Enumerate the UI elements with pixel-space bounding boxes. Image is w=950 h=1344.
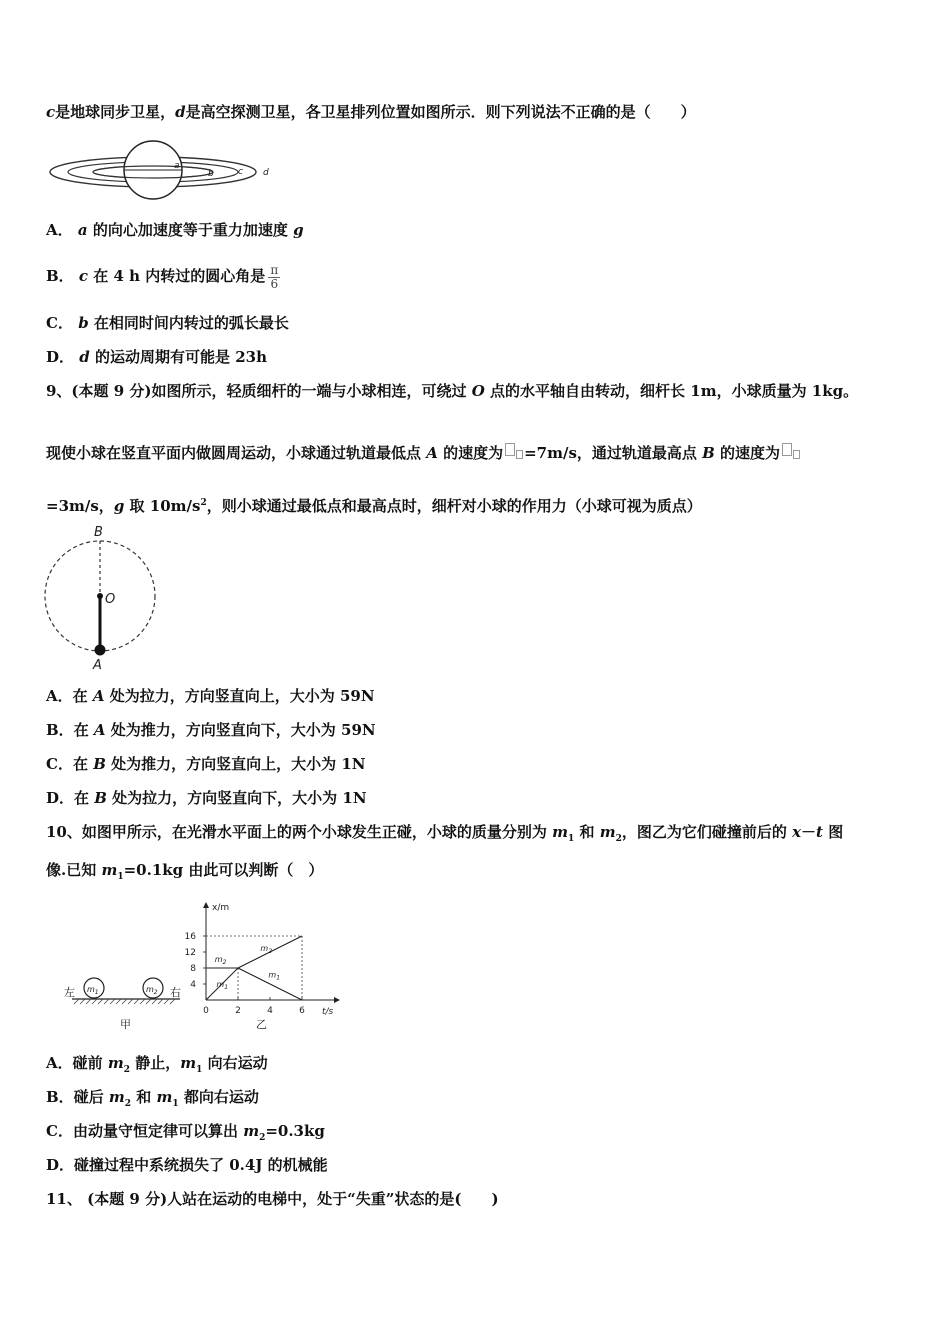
q9-line2-pre: 现使小球在竖直平面内做圆周运动，小球通过轨道最低点 <box>46 444 427 462</box>
label-left: 左 <box>64 986 75 999</box>
q10-line1-pre: 10、如图甲所示，在光滑水平面上的两个小球发生正碰，小球的质量分别为 <box>46 823 553 841</box>
option-letter: A． <box>46 1054 73 1072</box>
label-o: O <box>105 592 116 607</box>
q8-stem-text1: 是地球同步卫星， <box>55 103 176 121</box>
option-letter: C． <box>46 1122 73 1140</box>
option-text: 的运动周期有可能是 23h <box>94 348 267 366</box>
x-tick-label: 6 <box>299 1006 305 1016</box>
q8-stem-text2: 是高空探测卫星，各卫星排列位置如图所示．则下列说法不正确的是（ ） <box>185 103 696 121</box>
fraction-numerator: π <box>270 262 279 277</box>
x-tick-label: 2 <box>235 1006 241 1016</box>
q10-m1-sub: 1 <box>567 834 575 844</box>
option-letter: B． <box>46 721 74 739</box>
option-m-b: m <box>180 1054 197 1072</box>
q10-option-c[interactable] <box>46 1121 325 1148</box>
q9-stem-line1 <box>46 381 858 401</box>
option-m-a: m <box>108 1088 125 1106</box>
option-m-b: m <box>156 1088 173 1106</box>
option-point: B <box>94 789 107 807</box>
q9-line2-post: 的速度为 <box>714 444 781 462</box>
option-text: 在相同时间内转过的弧长最长 <box>93 314 289 332</box>
option-post: 处为推力，方向竖直向上，大小为 1N <box>105 755 366 773</box>
option-var: b <box>78 314 89 332</box>
option-letter: A． <box>46 221 73 239</box>
option-letter: B． <box>46 267 74 285</box>
q10-m2: m <box>599 823 616 841</box>
ball-m2-label: $m_2$ <box>146 985 158 996</box>
q10-t: t <box>816 823 823 841</box>
missing-glyph-icon <box>782 443 792 456</box>
q9-line1-pre: 9、(本题 9 分)如图所示，轻质细杆的一端与小球相连，可绕过 <box>46 382 472 400</box>
q10-dash: － <box>801 823 817 841</box>
q9-point-b: B <box>702 444 715 462</box>
label-b: b <box>208 169 214 179</box>
option-letter: B． <box>46 1088 74 1106</box>
x-axis-label: t/s <box>322 1007 334 1017</box>
label-d: d <box>263 168 269 178</box>
option-var: c <box>78 267 89 285</box>
option-sub-b: 1 <box>172 1099 179 1109</box>
q9-option-b[interactable] <box>46 720 376 740</box>
q9-line2-va: =7m/s，通过轨道最高点 <box>524 444 703 462</box>
q9-option-d[interactable] <box>46 788 367 808</box>
q10-line2-m: m <box>101 861 118 879</box>
option-sub-a: 2 <box>124 1099 132 1109</box>
option-letter: C． <box>46 755 73 773</box>
option-point: A <box>93 721 106 739</box>
label-m1-before: $m_1$ <box>216 980 229 992</box>
option-p1: 碰撞过程中系统损失了 0.4J 的机械能 <box>74 1156 328 1174</box>
missing-glyph-icon <box>793 450 800 459</box>
q9-line3-pre: =3m/s， <box>46 497 114 515</box>
option-letter: A． <box>46 687 73 705</box>
q10-line2-sub: 1 <box>117 872 124 882</box>
option-var: d <box>79 348 90 366</box>
y-axis-label: x/m <box>212 903 230 913</box>
option-sub-b: 1 <box>196 1065 203 1075</box>
q9-point-o: O <box>471 382 485 400</box>
label-right: 右 <box>170 986 181 999</box>
q10-m1: m <box>552 823 568 841</box>
q11-text: 11、 (本题 9 分)人站在运动的电梯中，处于“失重”状态的是( ) <box>46 1190 499 1208</box>
q9-line3-mid: 取 10m/s <box>124 497 201 515</box>
q10-stem-line2 <box>46 860 323 887</box>
option-text: 在 4 h 内转过的圆心角是 <box>93 267 266 285</box>
option-p3: 向右运动 <box>202 1054 268 1072</box>
label-m1-after: $m_1$ <box>268 970 281 982</box>
option-letter: D． <box>46 348 75 366</box>
option-letter: C． <box>46 314 73 332</box>
q9-stem-line3 <box>46 493 702 516</box>
option-sub-a: 2 <box>259 1133 266 1143</box>
q9-line3-sup: 2 <box>200 498 207 508</box>
label-b: B <box>94 525 103 540</box>
option-pre: 在 <box>72 755 94 773</box>
option-p1: 碰前 <box>72 1054 108 1072</box>
missing-glyph-icon <box>505 443 515 456</box>
q9-point-a: A <box>426 444 438 462</box>
q10-option-b[interactable] <box>46 1087 259 1114</box>
q10-fig-jia <box>60 968 195 1036</box>
caption-yi: 乙 <box>256 1018 267 1031</box>
pivot-o <box>97 593 103 599</box>
fraction-pi-over-6 <box>268 264 280 291</box>
x-axis-arrow-icon <box>334 997 340 1003</box>
option-point: A <box>92 687 105 705</box>
q9-line2-mid: 的速度为 <box>437 444 504 462</box>
option-p1: 碰后 <box>73 1088 109 1106</box>
q10-line1-post: 图 <box>822 823 844 841</box>
q8-stem <box>46 102 696 122</box>
option-var: a <box>77 221 88 239</box>
label-a: A <box>93 658 102 673</box>
q9-line3-post: ，则小球通过最低点和最高点时，细杆对小球的作用力（小球可视为质点） <box>206 497 702 515</box>
q9-g: g <box>113 497 125 515</box>
option-pre: 在 <box>73 721 94 739</box>
q9-option-c[interactable] <box>46 754 365 774</box>
fraction-denominator: 6 <box>270 276 279 291</box>
q8-option-c[interactable] <box>46 313 289 333</box>
q8-stem-c: c <box>46 103 56 121</box>
label-m2-after: $m_2$ <box>260 944 273 956</box>
caption-jia: 甲 <box>120 1018 131 1031</box>
option-pre: 在 <box>74 789 95 807</box>
ground-hatch <box>74 999 175 1004</box>
option-p1: 由动量守恒定律可以算出 <box>72 1122 244 1140</box>
option-m-a: m <box>243 1122 260 1140</box>
q8-stem-d: d <box>175 103 186 121</box>
option-sub-a: 2 <box>123 1065 131 1075</box>
option-post: 处为拉力，方向竖直向上，大小为 59N <box>104 687 375 705</box>
y-tick-label: 4 <box>190 980 196 990</box>
option-p3: 都向右运动 <box>178 1088 259 1106</box>
option-p2: 静止， <box>130 1054 181 1072</box>
q10-line2-post: =0.1kg 由此可以判断（ ） <box>123 861 324 879</box>
q10-m2-sub: 2 <box>615 834 622 844</box>
x-tick-label: 0 <box>203 1006 209 1016</box>
missing-glyph-icon <box>516 450 523 459</box>
q8-orbit-figure <box>46 138 286 204</box>
option-point: B <box>93 755 106 773</box>
q8-option-b[interactable] <box>46 260 280 292</box>
q10-option-d[interactable] <box>46 1155 328 1175</box>
q8-option-a[interactable] <box>46 220 304 240</box>
q9-line1-post: 点的水平轴自由转动，细杆长 1m，小球质量为 1kg。 <box>484 382 859 400</box>
option-pre: 在 <box>72 687 93 705</box>
y-tick-label: 12 <box>184 948 196 958</box>
q8-option-d[interactable] <box>46 347 267 367</box>
y-tick-label: 8 <box>190 964 196 974</box>
q10-line1-mid: ，图乙为它们碰撞前后的 <box>621 823 793 841</box>
ball-m1-label: $m_1$ <box>87 985 99 996</box>
option-letter: D． <box>46 789 75 807</box>
xt-chart-marks <box>185 932 306 1016</box>
label-m2-before: $m_2$ <box>214 955 227 966</box>
q9-option-a[interactable] <box>46 686 375 706</box>
q10-and: 和 <box>574 823 600 841</box>
option-text: 的向心加速度等于重力加速度 <box>92 221 288 239</box>
option-post: 处为推力，方向竖直向下，大小为 59N <box>105 721 376 739</box>
y-axis-arrow-icon <box>203 902 209 908</box>
option-tail: g <box>293 221 304 239</box>
q9-stem-line2 <box>46 443 801 463</box>
q10-option-a[interactable] <box>46 1053 268 1080</box>
option-p2: =0.3kg <box>265 1122 325 1140</box>
option-m-a: m <box>107 1054 124 1072</box>
q11-stem <box>46 1189 499 1209</box>
y-tick-label: 16 <box>184 932 196 942</box>
q10-x: x <box>792 823 802 841</box>
q10-stem-line1 <box>46 822 843 849</box>
x-tick-label: 4 <box>267 1006 273 1016</box>
q10-line2-pre: 像.已知 <box>46 861 102 879</box>
q9-circle-figure <box>40 522 165 674</box>
option-letter: D． <box>46 1156 75 1174</box>
label-a: a <box>174 161 180 171</box>
option-p2: 和 <box>131 1088 157 1106</box>
q10-xt-chart <box>184 896 342 1036</box>
option-post: 处为拉力，方向竖直向下，大小为 1N <box>106 789 367 807</box>
ball <box>95 645 106 656</box>
label-c: c <box>238 167 243 177</box>
